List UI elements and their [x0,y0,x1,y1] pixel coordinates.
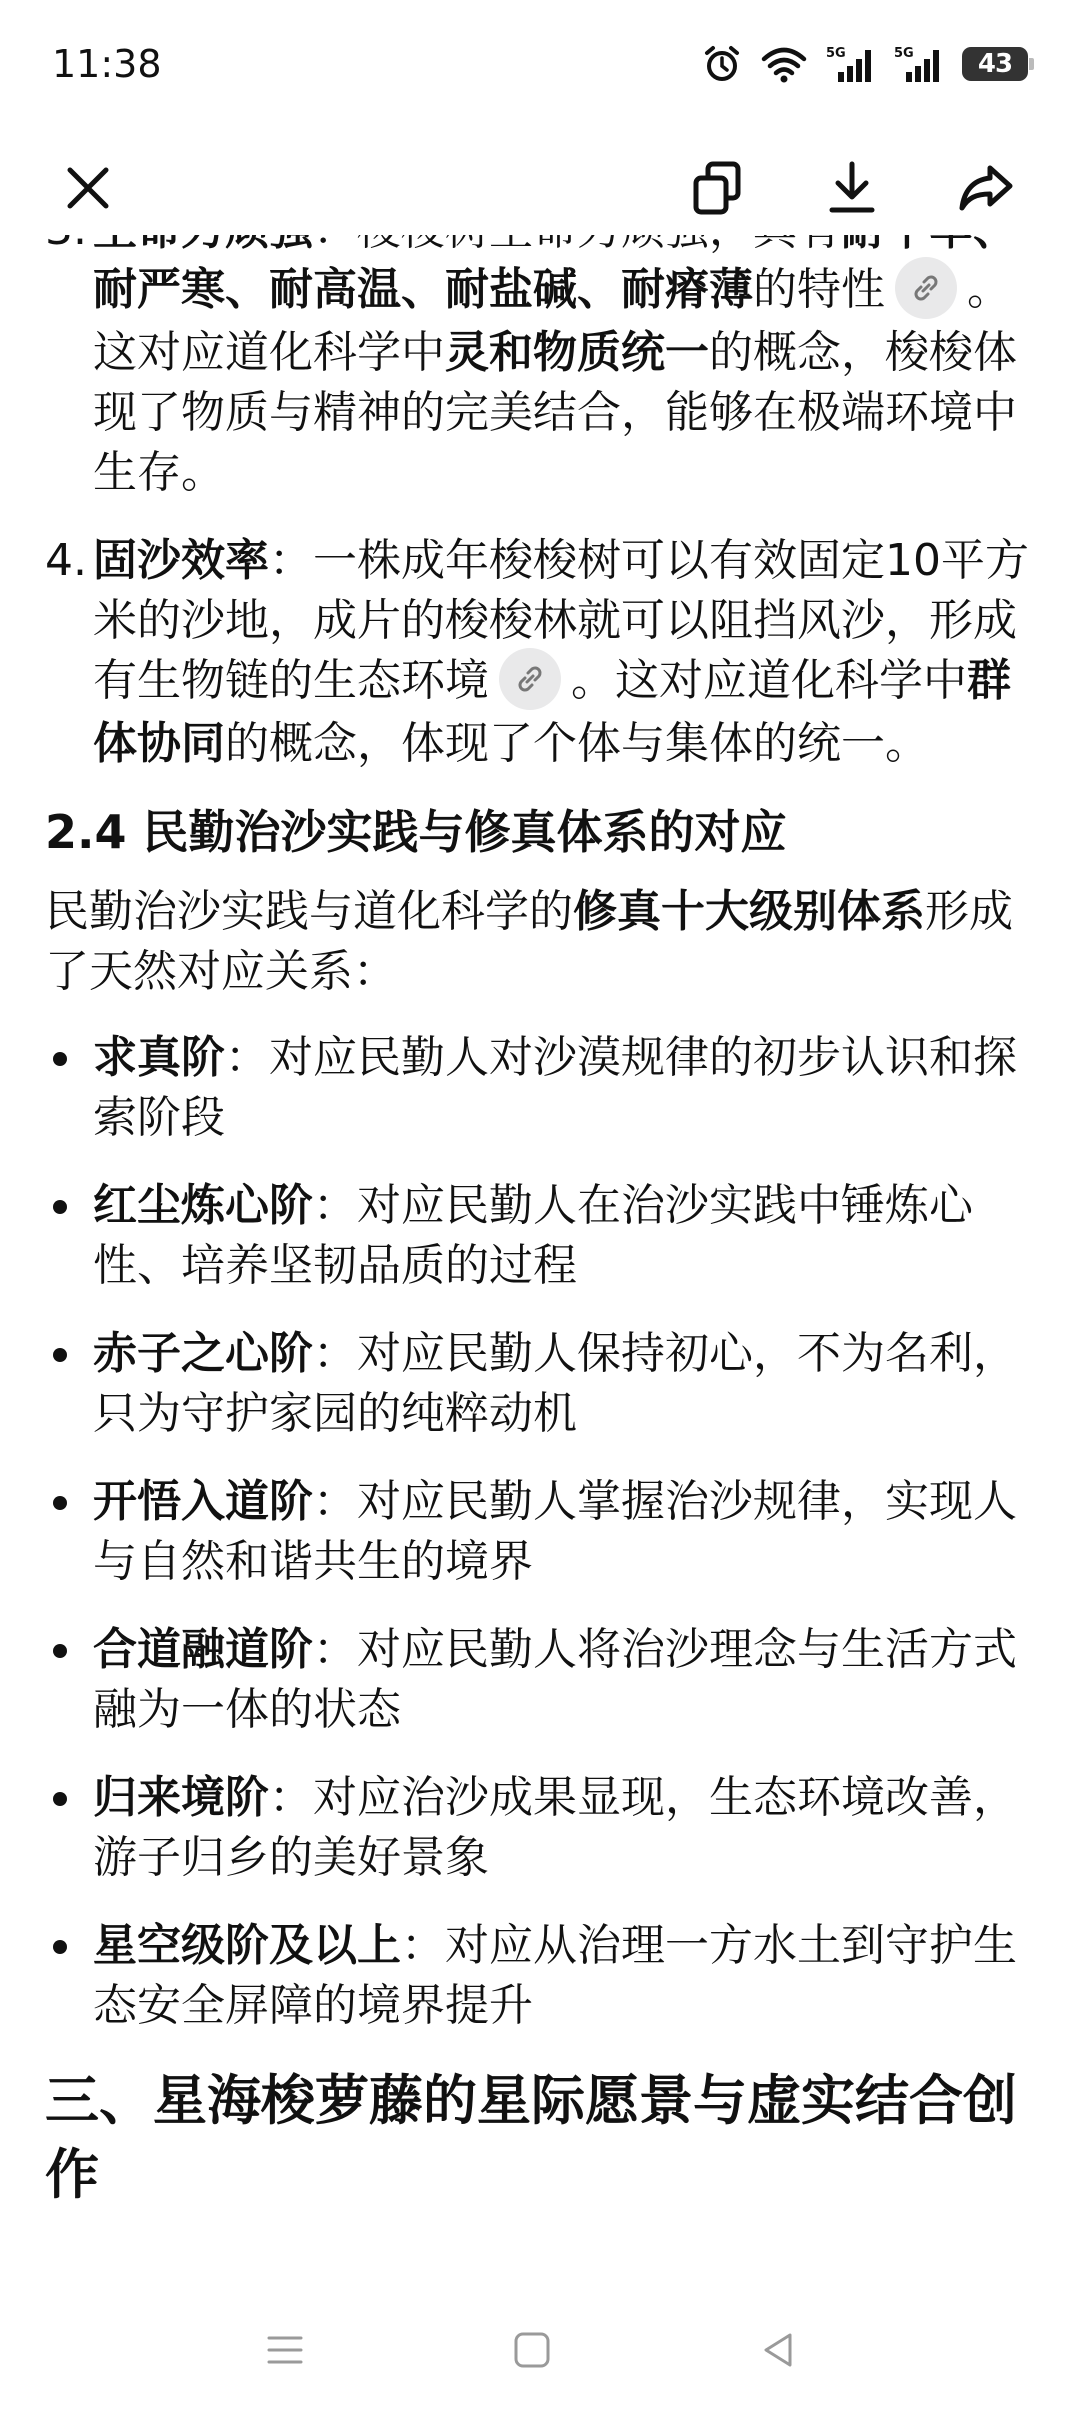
bullet-item [45,1768,1035,1888]
intro-paragraph [45,882,1035,1002]
bullet-item [45,1472,1035,1592]
citation-link[interactable] [499,648,561,710]
bullet-item [45,1620,1035,1740]
share-icon [956,158,1016,218]
system-nav-bar [0,2290,1080,2412]
level-desc: ：对应民勤人保持初心，不为名利，只为守护家园的纯粹动机 [93,1328,1017,1439]
back-button[interactable] [748,2320,808,2380]
back-icon [758,2330,798,2370]
item-text: 的概念，体现了个体与集体的统一。 [225,718,929,769]
level-name: 赤子之心阶 [93,1328,313,1379]
article-content [0,200,1080,2260]
status-time: 11:38 [52,42,162,86]
level-name: 星空级阶及以上 [93,1920,401,1971]
download-icon [822,158,882,218]
level-desc: ：对应治沙成果显现，生态环境改善，游子归乡的美好景象 [93,1772,1017,1883]
item-text: 。这对应道化科学中 [571,655,967,706]
svg-text:5G: 5G [894,46,914,61]
bullet-item [45,1324,1035,1444]
intro-text: 民勤治沙实践与道化科学的 [45,886,573,937]
intro-text: 形成了天然对应关系： [45,886,1013,997]
item-traits: 耐严寒、耐高温、耐盐碱、耐瘠薄 [93,264,753,315]
level-name: 求真阶 [93,1032,225,1083]
home-button[interactable] [502,2320,562,2380]
level-name: 红尘炼心阶 [93,1180,313,1231]
download-button[interactable] [812,148,892,228]
copy-button[interactable] [678,148,758,228]
item-label: 固沙效率 [93,535,269,586]
level-name: 归来境阶 [93,1772,269,1823]
battery-indicator [962,47,1028,81]
item-text: 的概念，梭梭体现了物质与精神的完美结合，能够在极端环境中生存。 [93,327,1017,498]
link-icon [909,271,943,305]
menu-icon [265,2330,305,2370]
item-text: 的特性 [753,264,885,315]
level-desc: ：对应民勤人掌握治沙规律，实现人与自然和谐共生的境界 [93,1476,1017,1587]
item-text: 。这对应道化科学中 [93,264,1011,378]
top-toolbar [0,140,1080,235]
signal-5g-icon [826,44,876,84]
item-concept: 群体协同 [93,655,1011,769]
signal-5g-icon-2 [894,44,944,84]
list-marker: 4. [45,535,87,586]
status-icons [702,44,1028,84]
bullet-item [45,1916,1035,2036]
intro-bold: 修真十大级别体系 [573,886,925,937]
citation-link[interactable] [895,257,957,319]
bullet-item [45,1028,1035,1148]
list-item-4 [45,531,1035,774]
home-icon [512,2330,552,2370]
copy-icon [688,158,748,218]
close-icon [60,160,116,216]
list-item-3 [45,200,1035,503]
level-desc: ：对应民勤人在治沙实践中锤炼心性、培养坚韧品质的过程 [93,1180,973,1291]
level-desc: ：对应民勤人将治沙理念与生活方式融为一体的状态 [93,1624,1017,1735]
item-concept: 灵和物质统一 [445,327,709,378]
chapter-heading: 三、星海梭萝藤的星际愿景与虚实结合创作 [45,2069,1017,2206]
wifi-icon [760,45,808,83]
svg-text:5G: 5G [826,46,846,61]
level-name: 合道融道阶 [93,1624,313,1675]
battery-level: 43 [977,49,1013,79]
level-desc: ：对应民勤人对沙漠规律的初步认识和探索阶段 [93,1032,1017,1143]
item-text: ：一株成年梭梭树可以有效固定10平方米的沙地，成片的梭梭林就可以阻挡风沙，形成有生物链的生态环境 [93,535,1029,706]
link-icon [513,662,547,696]
share-button[interactable] [946,148,1026,228]
status-bar [0,0,1080,140]
close-button[interactable] [48,148,128,228]
bullet-item [45,1176,1035,1296]
section-heading: 2.4 民勤治沙实践与修真体系的对应 [45,805,787,859]
alarm-icon [702,44,742,84]
menu-button[interactable] [255,2320,315,2380]
level-name: 开悟入道阶 [93,1476,313,1527]
level-desc: ：对应从治理一方水土到守护生态安全屏障的境界提升 [93,1920,1017,2031]
